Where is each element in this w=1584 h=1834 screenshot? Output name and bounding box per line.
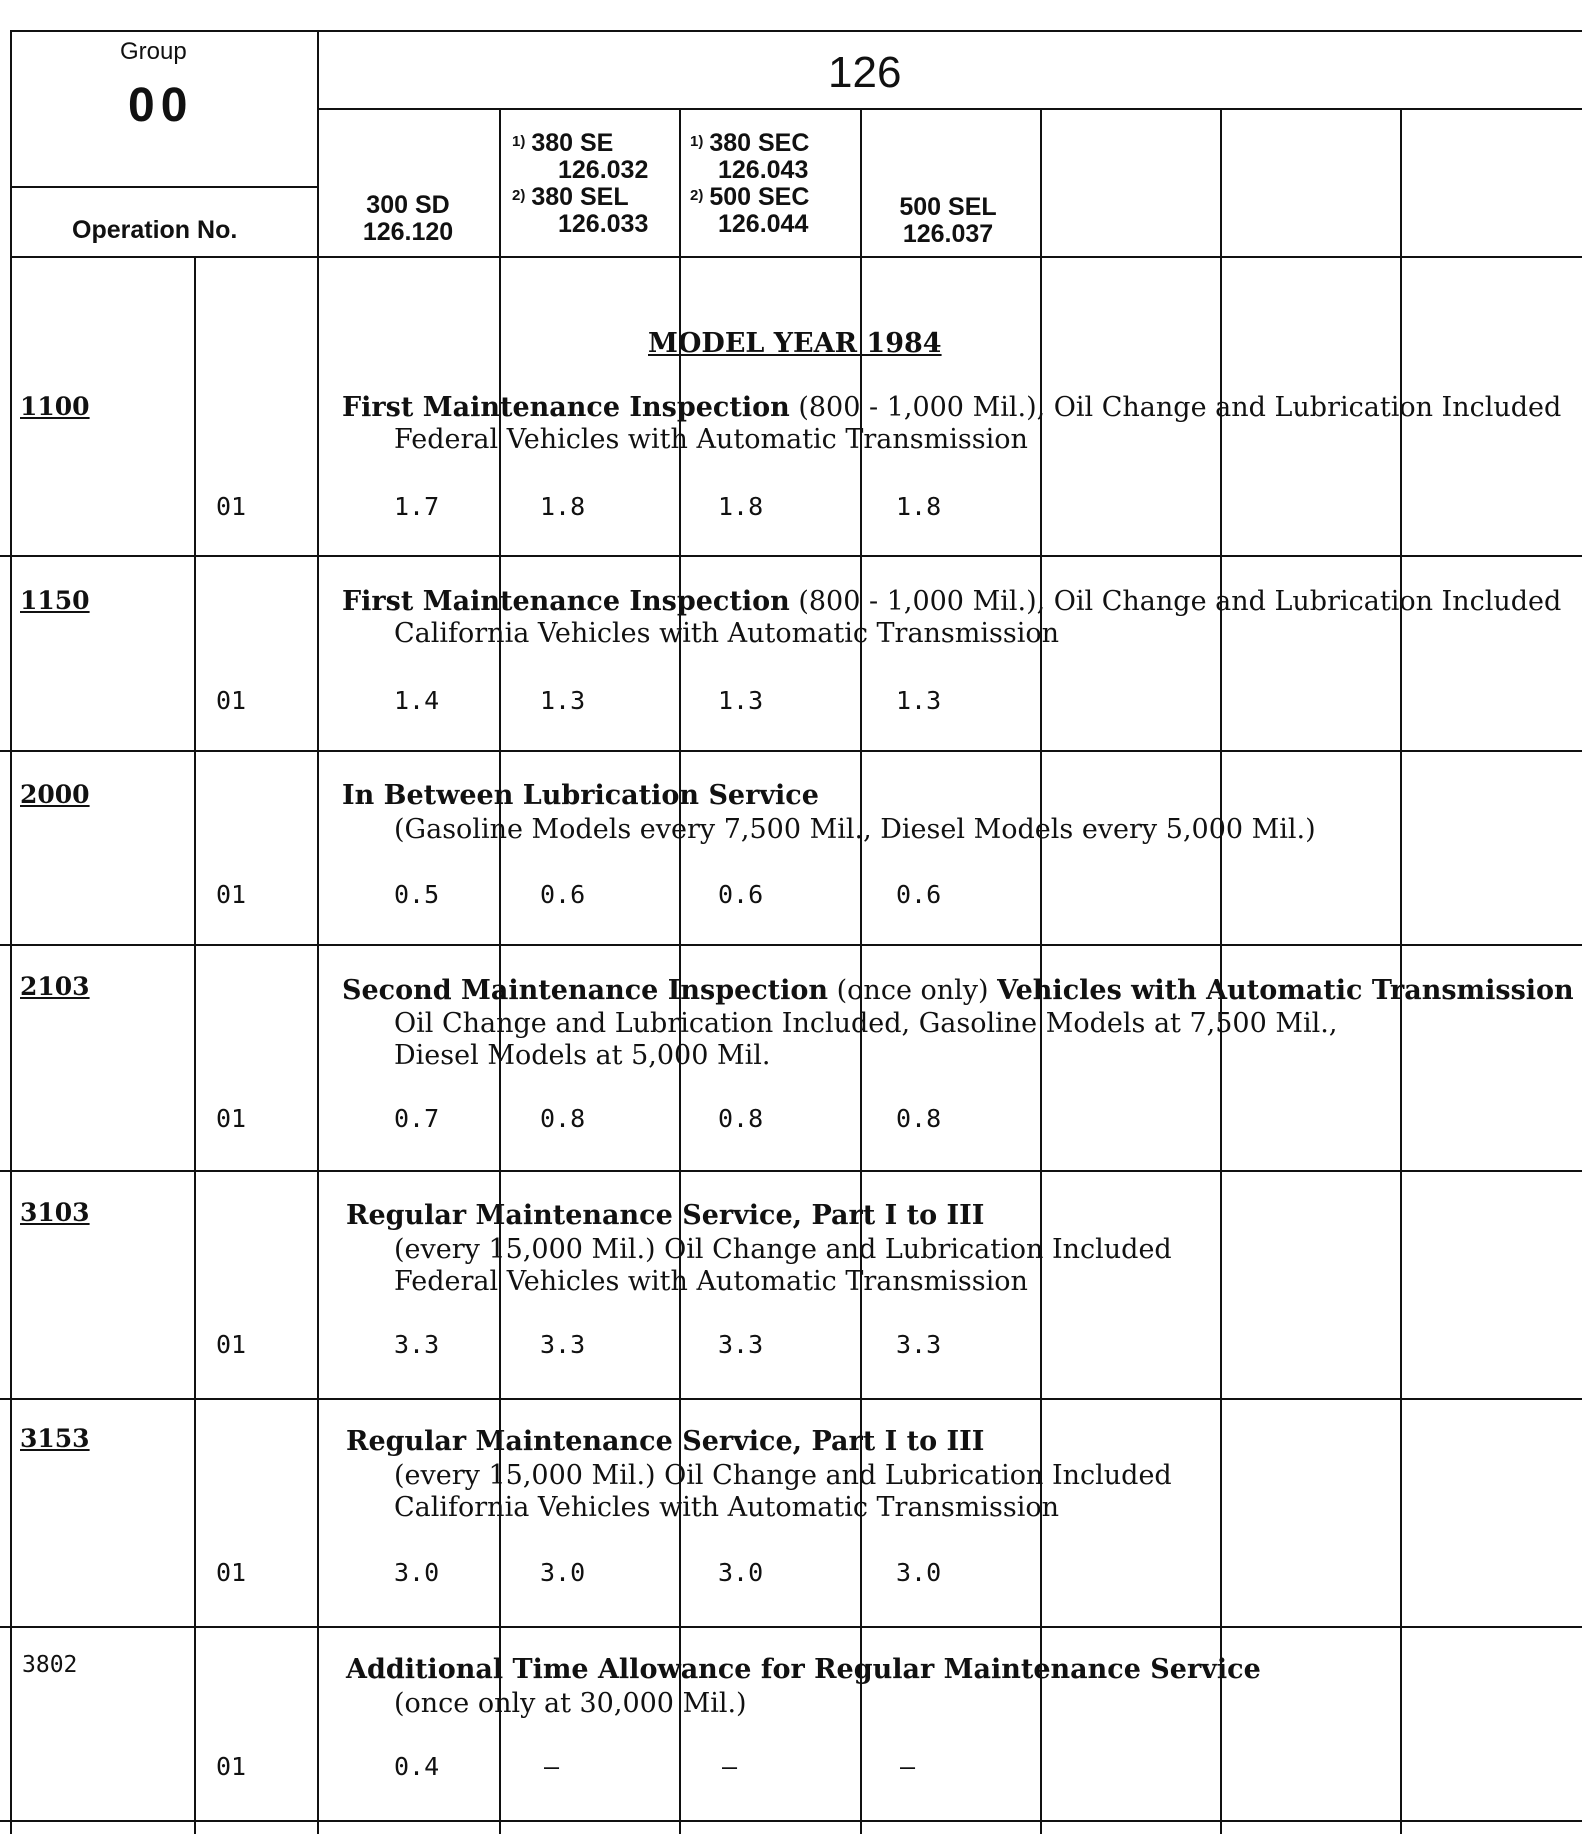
- operation-description: California Vehicles with Automatic Transmission: [394, 618, 1060, 649]
- labor-value: —: [722, 1752, 738, 1781]
- operation-title: First Maintenance Inspection (800 - 1,000 Mil.), Oil Change and Lubrication Included: [342, 392, 1562, 423]
- rule-sub-col: [194, 256, 196, 1834]
- model-name: 500 SEC: [709, 183, 810, 211]
- sub-operation: 01: [216, 686, 247, 715]
- operation-description: (Gasoline Models every 7,500 Mil., Diesel Models every 5,000 Mil.): [394, 814, 1316, 845]
- labor-value: 0.7: [394, 1104, 440, 1133]
- rule-col: [1220, 108, 1222, 1834]
- model-col-300sd: [330, 192, 486, 246]
- rule-row: [0, 750, 1582, 752]
- sub-operation: 01: [216, 1104, 247, 1133]
- labor-value: 1.3: [540, 686, 586, 715]
- model-code: 126.032: [558, 156, 649, 184]
- footnote-marker: 2): [690, 187, 704, 204]
- labor-value: 1.3: [718, 686, 764, 715]
- model-code: 126.120: [362, 218, 454, 246]
- labor-value: 3.0: [718, 1558, 764, 1587]
- labor-value: 0.6: [896, 880, 942, 909]
- rule-row: [0, 1170, 1582, 1172]
- rule-col: [1400, 108, 1402, 1834]
- footnote-marker: 2): [512, 187, 526, 204]
- labor-value: —: [544, 1752, 560, 1781]
- labor-value: —: [900, 1752, 916, 1781]
- model-name: 380 SEL: [531, 183, 629, 211]
- operation-description: Diesel Models at 5,000 Mil.: [394, 1040, 771, 1071]
- model-col-380sec-500sec: [686, 130, 858, 238]
- rule-row: [0, 944, 1582, 946]
- group-number: 00: [128, 79, 194, 132]
- model-code: 126.044: [718, 210, 809, 238]
- operation-title: First Maintenance Inspection (800 - 1,000 Mil.), Oil Change and Lubrication Included: [342, 586, 1562, 617]
- labor-value: 3.0: [540, 1558, 586, 1587]
- labor-value: 0.8: [896, 1104, 942, 1133]
- sub-operation: 01: [216, 1558, 247, 1587]
- operation-number: 2000: [20, 780, 90, 809]
- labor-value: 1.3: [896, 686, 942, 715]
- model-name: 380 SEC: [709, 129, 810, 157]
- labor-value: 3.3: [540, 1330, 586, 1359]
- labor-value: 3.3: [896, 1330, 942, 1359]
- operation-no-label: Operation No.: [72, 216, 238, 244]
- operation-description: California Vehicles with Automatic Transmission: [394, 1492, 1060, 1523]
- labor-value: 3.3: [394, 1330, 440, 1359]
- rule-row: [0, 1820, 1582, 1822]
- labor-value: 0.5: [394, 880, 440, 909]
- operation-description: (once only at 30,000 Mil.): [394, 1688, 747, 1719]
- rule-left: [10, 30, 12, 1834]
- footnote-marker: 1): [512, 133, 526, 150]
- labor-value: 1.8: [540, 492, 586, 521]
- operation-number: 3153: [20, 1424, 90, 1453]
- labor-value: 0.4: [394, 1752, 440, 1781]
- labor-value: 0.6: [718, 880, 764, 909]
- operation-title: Regular Maintenance Service, Part I to III: [346, 1426, 985, 1457]
- model-year-heading: MODEL YEAR 1984: [648, 328, 942, 359]
- sub-operation: 01: [216, 880, 247, 909]
- rule-series: [317, 108, 1582, 110]
- labor-value: 1.8: [718, 492, 764, 521]
- labor-value: 1.4: [394, 686, 440, 715]
- labor-value: 3.3: [718, 1330, 764, 1359]
- operation-number: 2103: [20, 972, 90, 1001]
- labor-value: 0.8: [540, 1104, 586, 1133]
- rule-top: [10, 30, 1582, 32]
- operation-description: Federal Vehicles with Automatic Transmission: [394, 424, 1028, 455]
- sub-operation: 01: [216, 1330, 247, 1359]
- operation-title: In Between Lubrication Service: [342, 780, 819, 811]
- operation-description: (every 15,000 Mil.) Oil Change and Lubrication Included: [394, 1460, 1172, 1491]
- labor-value: 1.7: [394, 492, 440, 521]
- operation-title: Regular Maintenance Service, Part I to III: [346, 1200, 985, 1231]
- model-code: 126.037: [902, 220, 994, 248]
- sub-operation: 01: [216, 492, 247, 521]
- model-col-500sel: [868, 194, 1028, 248]
- labor-value: 3.0: [896, 1558, 942, 1587]
- rule-header-bottom: [10, 256, 1582, 258]
- rule-group: [10, 186, 317, 188]
- rule-col: [860, 108, 862, 1834]
- operation-description: Federal Vehicles with Automatic Transmission: [394, 1266, 1028, 1297]
- operation-description: Oil Change and Lubrication Included, Gasoline Models at 7,500 Mil.,: [394, 1008, 1338, 1039]
- rule-col: [679, 108, 681, 1834]
- rule-col: [1040, 108, 1042, 1834]
- labor-value: 0.6: [540, 880, 586, 909]
- sub-operation: 01: [216, 1752, 247, 1781]
- labor-value: 0.8: [718, 1104, 764, 1133]
- rule-col: [499, 108, 501, 1834]
- operation-number: 3103: [20, 1198, 90, 1227]
- model-name: 380 SE: [531, 129, 614, 157]
- rule-row: [0, 1626, 1582, 1628]
- operation-title: Second Maintenance Inspection (once only) Vehicles with Automatic Transmission: [342, 975, 1574, 1006]
- model-code: 126.043: [718, 156, 809, 184]
- model-col-380se-sel: [508, 130, 678, 238]
- operation-number: 1100: [20, 392, 90, 421]
- operation-number: 1150: [20, 586, 90, 615]
- series-number: 126: [828, 48, 902, 97]
- operation-title: Additional Time Allowance for Regular Maintenance Service: [346, 1654, 1261, 1685]
- model-name: 500 SEL: [899, 193, 997, 221]
- rule-row: [0, 555, 1582, 557]
- labor-value: 1.8: [896, 492, 942, 521]
- group-label: Group: [120, 38, 187, 65]
- labor-value: 3.0: [394, 1558, 440, 1587]
- model-code: 126.033: [558, 210, 649, 238]
- model-name: 300 SD: [366, 191, 450, 219]
- rule-row: [0, 1398, 1582, 1400]
- rule-op-col: [317, 30, 319, 1834]
- operation-description: (every 15,000 Mil.) Oil Change and Lubrication Included: [394, 1234, 1172, 1265]
- operation-number: 3802: [22, 1652, 78, 1678]
- footnote-marker: 1): [690, 133, 704, 150]
